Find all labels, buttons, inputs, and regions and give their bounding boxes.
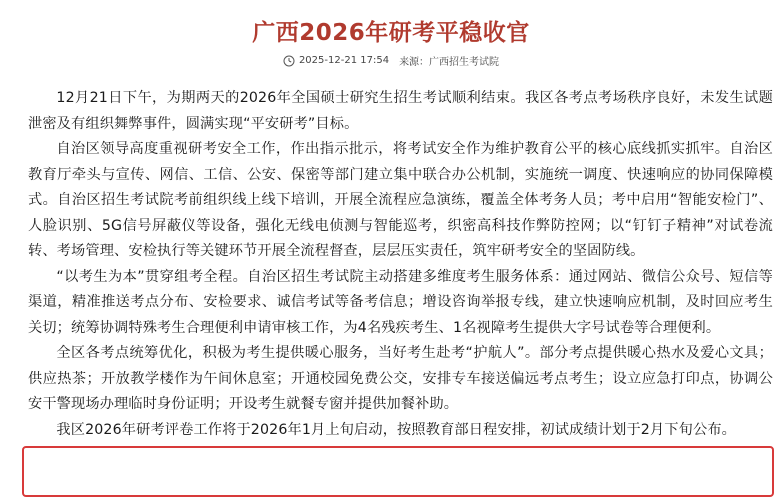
paragraph-3: “以考生为本”贯穿组考全程。自治区招生考试院主动搭建多维度考生服务体系：通过网站、微信公众号、短信等渠道，精准推送考点分布、安检要求、诚信考试等备考信息；增设咨询举报专线，建立快速响应机制，及时回应考生关切；统筹协调特殊考生合理便利申请审核工作，为4名残疾考生、1名视障考生提供大字号试卷等合理便利。 — [28, 268, 773, 336]
paragraph-1: 12月21日下午，为期两天的2026年全国硕士研究生招生考试顺利结束。我区各考点考场秩序良好，未发生试题泄密及有组织舞弊事件，圆满实现“平安研考”目标。 — [28, 90, 773, 132]
article-meta — [0, 53, 782, 68]
paragraph-2: 自治区领导高度重视研考安全工作，作出指示批示，将考试安全作为维护教育公平的核心底线抓实抓牢。自治区教育厅牵头与宣传、网信、工信、公安、保密等部门建立集中联合办公机制，实施统一调度、快速响应的协同保障模式。自治区招生考试院考前组织线上线下培训，开展全流程应急演练，覆盖全体考务人员；考中启用“智能安检门”、人脸识别、5G信号屏蔽仪等设备，强化无线电侦测与智能巡考，织密高科技作弊防控网；以“钉钉子精神”对试卷流转、考场管理、安检执行等关键环节开展全流程督查，层层压实责任，筑牢研考安全的坚固防线。 — [28, 141, 773, 259]
publish-date: 2025-12-21 17:54 — [298, 55, 390, 66]
article-body — [28, 86, 773, 443]
article-source: 来源：广西招生考试院 — [399, 57, 500, 68]
paragraph-4: 全区各考点统筹优化，积极为考生提供暖心服务，当好考生赴考“护航人”。部分考点提供暖心热水及爱心文具；供应热茶；开放教学楼作为午间休息室；开通校园免费公交，安排专车接送偏远考点考生；设立应急打印点，协调公安干警现场办理临时身份证明；开设考生就餐专窗并提供加餐补助。 — [28, 345, 773, 412]
highlight-box — [22, 446, 774, 497]
paragraph-5: 我区2026年研考评卷工作将于2026年1月上旬启动，按照教育部日程安排，初试成绩计划于2月下旬公布。 — [56, 421, 736, 438]
clock-icon — [283, 55, 295, 67]
article-title: 广西2026年研考平稳收官 — [252, 20, 530, 46]
